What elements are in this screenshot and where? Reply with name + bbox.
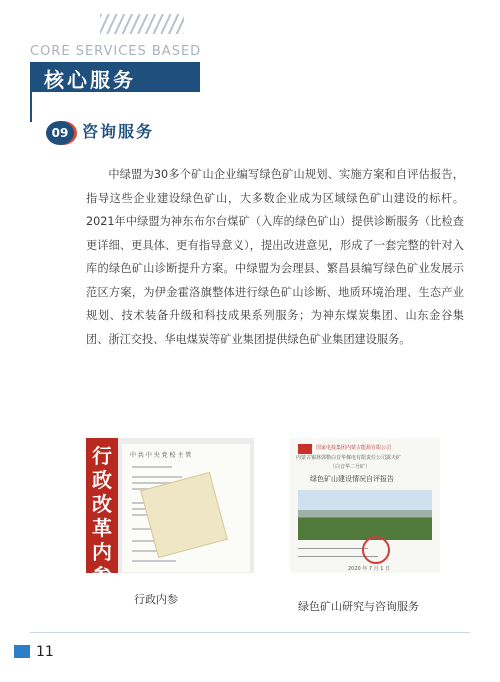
page-number: 11 (36, 644, 54, 660)
text-line (132, 466, 172, 468)
strip-char: 内 (92, 540, 112, 564)
decorative-hatch (100, 14, 184, 34)
report-date: 2020 年 7 月 1 日 (348, 566, 391, 572)
report-title: 绿色矿山建设情况自评报告 (310, 475, 394, 483)
company-subtitle: 内蒙古锡林郭勒白音华煤电有限责任公司露天矿 (296, 455, 402, 461)
strip-char: 行 (92, 444, 112, 468)
text-line (132, 560, 176, 562)
page-title: 核心服务 (44, 68, 136, 92)
official-seal-icon (362, 536, 390, 564)
footer-divider (30, 632, 470, 633)
text-line (132, 476, 182, 478)
body-paragraph: 中绿盟为30多个矿山企业编写绿色矿山规划、实施方案和自评估报告，指导这些企业建设绿色矿山，大多数企业成为区域绿色矿山建设的标杆。2021年中绿盟为神东布尔台煤矿（入库的绿色矿山）提供诊断服务（比检查更详细、更具体、更有指导意义），提出改进意见，形成了一套完整的针对入库的绿色矿山诊断提升方案。中绿盟为会理县、繁昌县编写绿色矿业发展示范区方案，为伊金霍洛旗整体进行绿色矿山诊断、地质环境治理、生态产业规划、技术装备升级和科技成果系列服务；为神东煤炭集团、山东金谷集团、浙江交投、华电煤炭等矿业集团提供绿色矿业集团建设服务。 (86, 168, 464, 346)
journal-cover-strip (86, 438, 118, 588)
section-number-badge: 09 (46, 121, 74, 145)
text-line (298, 548, 368, 549)
mine-landscape-photo (298, 490, 432, 540)
left-image-caption: 行政内参 (134, 593, 178, 606)
strip-char: 革 (92, 516, 112, 540)
footer-accent-block (14, 645, 30, 658)
strip-char: 政 (92, 468, 112, 492)
mine-name: （白音华二号矿） (330, 464, 371, 470)
self-assessment-report-image (290, 438, 440, 573)
section-title: 咨询服务 (82, 122, 155, 141)
right-image-caption: 绿色矿山研究与咨询服务 (298, 600, 419, 613)
english-heading: CORE SERVICES BASED (30, 44, 202, 59)
strip-char: 改 (92, 492, 112, 516)
company-name: 国家电投集团内蒙古能源有限公司 (316, 445, 392, 451)
company-logo-icon (298, 444, 312, 454)
strip-char: 参 (92, 564, 112, 588)
admin-reference-image (86, 438, 254, 588)
document-header: 中 共 中 央 党 校 主 管 (130, 452, 192, 459)
header-accent-line (30, 92, 32, 122)
